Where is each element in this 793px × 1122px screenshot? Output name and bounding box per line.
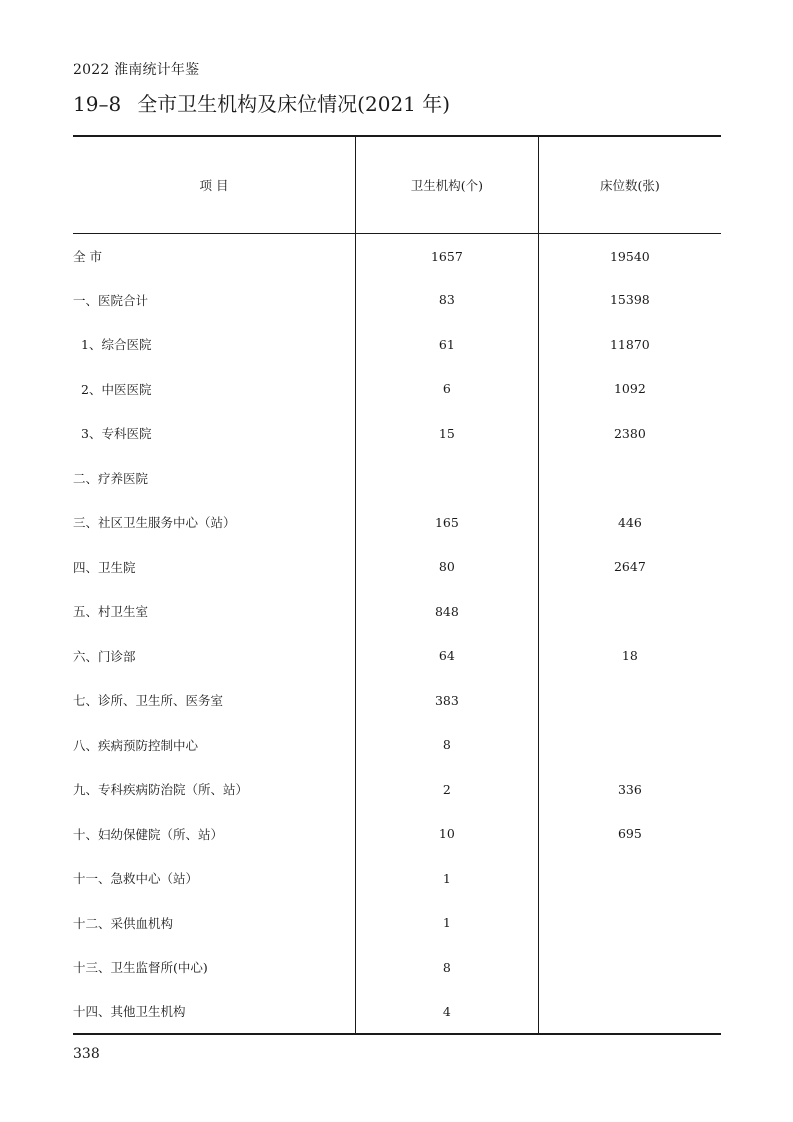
row-institutions [356, 456, 539, 501]
row-item: 三、社区卫生服务中心（站） [73, 515, 236, 531]
table-row [73, 634, 721, 679]
row-beds [538, 723, 721, 768]
header-item: 项 目 [73, 136, 356, 233]
row-item: 全 市 [73, 249, 102, 264]
row-institutions: 165 [356, 500, 539, 545]
row-beds [538, 589, 721, 634]
table-row [73, 767, 721, 812]
row-item: 一、医院合计 [73, 292, 149, 308]
row-institutions: 15 [356, 411, 539, 456]
table-row [73, 278, 721, 323]
row-item: 十二、采供血机构 [73, 915, 174, 931]
row-beds [538, 945, 721, 990]
table-row [73, 322, 721, 367]
row-item: 七、诊所、卫生所、医务室 [73, 693, 224, 709]
row-beds [538, 456, 721, 501]
row-institutions: 64 [356, 634, 539, 679]
table-row [73, 856, 721, 901]
table-title: 全市卫生机构及床位情况(2021 年) [137, 92, 451, 116]
row-beds: 446 [617, 514, 642, 530]
row-institutions: 61 [356, 322, 539, 367]
table-row [73, 812, 721, 857]
table-row [73, 411, 721, 456]
table-row [73, 678, 721, 723]
row-institutions: 6 [356, 367, 539, 412]
row-item: 3、专科医院 [81, 426, 152, 442]
row-institutions: 10 [356, 812, 539, 857]
row-beds: 18 [621, 648, 638, 664]
table-row [73, 545, 721, 590]
row-institutions: 80 [356, 545, 539, 590]
stats-table-container [73, 135, 721, 1035]
row-item: 六、门诊部 [73, 648, 136, 664]
table-row [73, 589, 721, 634]
row-item: 五、村卫生室 [73, 604, 149, 620]
table-number: 19–8 [73, 92, 122, 116]
row-item: 十一、急救中心（站） [73, 871, 199, 887]
row-beds [538, 678, 721, 723]
header-institutions: 卫生机构(个) [356, 136, 539, 233]
row-beds [538, 856, 721, 901]
header-row [73, 136, 721, 233]
table-row [73, 233, 721, 278]
row-item: 十、妇幼保健院（所、站） [73, 826, 224, 842]
row-institutions: 1 [356, 856, 539, 901]
header-beds: 床位数(张) [538, 136, 721, 233]
row-beds: 1092 [613, 381, 646, 397]
page-title [73, 88, 450, 117]
table-row [73, 500, 721, 545]
table-row [73, 990, 721, 1035]
row-institutions: 83 [356, 278, 539, 323]
row-beds: 11870 [609, 336, 650, 352]
row-institutions: 383 [356, 678, 539, 723]
table-header [73, 136, 721, 233]
row-beds: 695 [617, 826, 642, 842]
row-item: 八、疾病预防控制中心 [73, 737, 199, 753]
row-beds [538, 990, 721, 1035]
row-beds: 15398 [609, 292, 650, 308]
row-beds [538, 901, 721, 946]
table-row [73, 901, 721, 946]
row-institutions: 8 [356, 723, 539, 768]
row-institutions: 2 [356, 767, 539, 812]
row-beds: 2647 [613, 559, 646, 575]
table-row [73, 723, 721, 768]
row-beds: 336 [617, 781, 642, 797]
table-row [73, 945, 721, 990]
row-institutions: 8 [356, 945, 539, 990]
page-number: 338 [73, 1046, 100, 1062]
running-head: 2022 淮南统计年鉴 [73, 62, 200, 78]
table-row [73, 367, 721, 412]
row-item: 十三、卫生监督所(中心) [73, 960, 208, 976]
row-institutions: 848 [356, 589, 539, 634]
row-item: 四、卫生院 [73, 559, 136, 575]
row-institutions: 4 [356, 990, 539, 1035]
row-beds: 19540 [609, 248, 650, 264]
row-item: 1、综合医院 [81, 337, 152, 353]
table-row [73, 456, 721, 501]
stats-table [73, 135, 721, 1035]
table-body [73, 233, 721, 1034]
row-item: 2、中医医院 [81, 381, 152, 397]
row-institutions: 1 [356, 901, 539, 946]
row-beds: 2380 [613, 425, 646, 441]
row-item: 十四、其他卫生机构 [73, 990, 356, 1035]
row-item: 九、专科疾病防治院（所、站） [73, 782, 249, 798]
row-institutions: 1657 [356, 233, 539, 278]
row-item: 二、疗养医院 [73, 470, 149, 486]
